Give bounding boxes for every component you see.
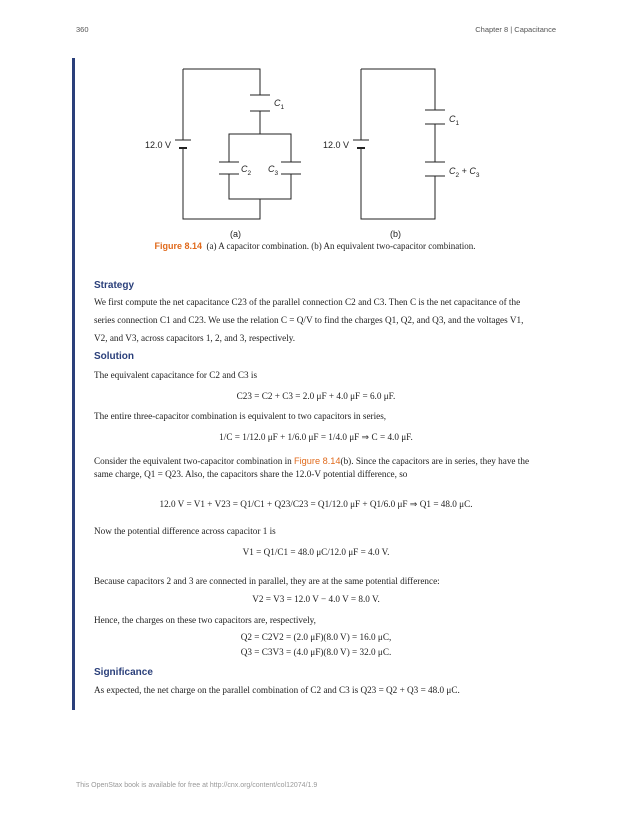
wire-b-bottom: [361, 148, 435, 219]
chapter-title: Chapter 8 | Capacitance: [475, 25, 556, 34]
wire-a-bottom: [183, 148, 260, 219]
equation-q2: Q2 = C2V2 = (2.0 μF)(8.0 V) = 16.0 μC,: [240, 632, 392, 642]
wire-a-top: [183, 69, 260, 95]
figure-label-b: (b): [390, 229, 401, 239]
figure-label-a: (a): [230, 229, 241, 239]
c23-label: $C_2 + C_3$: [449, 166, 480, 179]
significance-text: As expected, the net charge on the parallel combination of C2 and C3 is Q23 = Q2 + Q3 = 48.0 μC.: [94, 685, 460, 695]
battery-a-label: 12.0 V: [145, 140, 172, 150]
figure-caption-label: Figure 8.14: [154, 241, 203, 251]
equation-q3: Q3 = C3V3 = (4.0 μF)(8.0 V) = 32.0 μC.: [240, 647, 392, 657]
solution-heading: Solution: [94, 351, 134, 362]
circuit-figure: [0, 0, 630, 240]
equation-c23: C23 = C2 + C3 = 2.0 μF + 4.0 μF = 6.0 μF.: [236, 391, 396, 401]
wire-a-right-branch: [260, 134, 291, 162]
significance-heading: Significance: [94, 667, 153, 678]
hence-text: Hence, the charges on these two capacitors are, respectively,: [94, 615, 316, 625]
page-number: 360: [76, 25, 89, 34]
c3-label: $C_3$: [268, 164, 279, 177]
equation-series: 1/C = 1/12.0 μF + 1/6.0 μF = 1/4.0 μF ⇒ C = 4.0 μF.: [219, 432, 413, 442]
footer-text: This OpenStax book is available for free at http://cnx.org/content/col12074/1.9: [76, 782, 318, 789]
figure-caption-text: (a) A capacitor combination. (b) An equivalent two-capacitor combination.: [206, 241, 476, 251]
wire-a-mid: [229, 111, 260, 162]
equation-q1: 12.0 V = V1 + V23 = Q1/C1 + Q23/C23 = Q1/12.0 μF + Q1/6.0 μF ⇒ Q1 = 48.0 μC.: [159, 499, 473, 509]
c1b-label: $C_1$: [449, 114, 460, 127]
equation-v1: V1 = Q1/C1 = 48.0 μC/12.0 μF = 4.0 V.: [242, 547, 390, 557]
parallel-text: Because capacitors 2 and 3 are connected in parallel, they are at the same potential difference:: [94, 576, 440, 586]
strategy-text: We first compute the net capacitance C23 of the parallel connection C2 and C3. Then C is the net capacitance of the series connection C1 and C23. We use the relation C = Q/V to find the charges Q1, Q2, and Q3, and the voltages V1, V2, and V3, across capacitors 1, 2, and 3, respectively.: [94, 297, 524, 343]
equation-v2-v3: V2 = V3 = 12.0 V − 4.0 V = 8.0 V.: [252, 594, 380, 604]
c2-label: $C_2$: [241, 164, 252, 177]
strategy-heading: Strategy: [94, 280, 135, 291]
consider-text-2: (b). Since the capacitors are in series, they have the same charge, Q1 = Q23. Also, the capacitors share the 12.0-V potential difference, so: [94, 456, 530, 479]
now-text: Now the potential difference across capacitor 1 is: [94, 526, 276, 536]
figure-8-14-link[interactable]: Figure 8.14: [294, 456, 341, 466]
solution-intro: The equivalent capacitance for C2 and C3 is: [94, 370, 258, 380]
series-text: The entire three-capacitor combination is equivalent to two capacitors in series,: [94, 411, 387, 421]
wire-b-top: [361, 69, 435, 110]
c1-label: $C_1$: [274, 98, 285, 111]
wire-a-bottom-branch: [229, 174, 291, 199]
figure-caption: [0, 241, 630, 251]
consider-text-1: Consider the equivalent two-capacitor combination in: [94, 456, 292, 466]
consider-paragraph: [94, 455, 538, 481]
battery-b-label: 12.0 V: [323, 140, 350, 150]
